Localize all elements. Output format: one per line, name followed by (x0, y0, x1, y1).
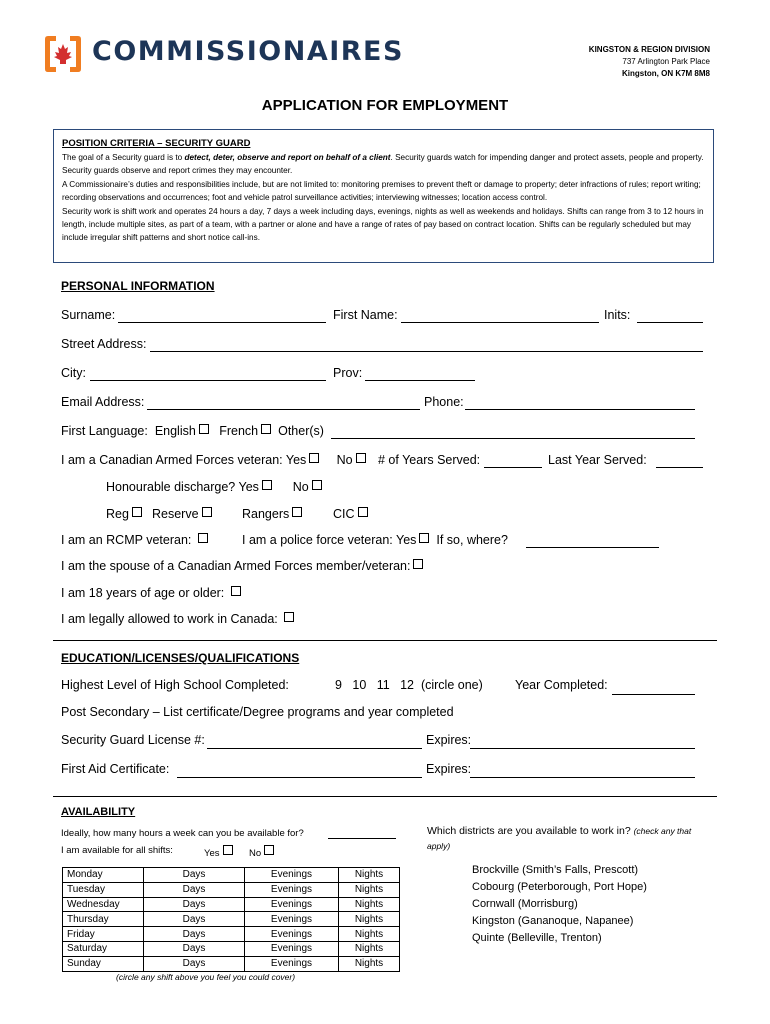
rcmp-row (61, 533, 208, 547)
legal-row (61, 612, 294, 626)
spouse-checkbox[interactable] (413, 559, 423, 569)
high-school-label: Highest Level of High School Completed: (61, 678, 289, 692)
all-shifts-yes (204, 845, 233, 859)
post-secondary-label: Post Secondary – List certificate/Degree programs and year completed (61, 705, 454, 719)
city-label: City: (61, 366, 86, 380)
honourable-yes-checkbox[interactable] (262, 480, 272, 490)
cic-label: CIC (333, 507, 355, 521)
age-label: I am 18 years of age or older: (61, 586, 225, 600)
first-aid-field[interactable] (177, 777, 422, 778)
shift-row (63, 868, 400, 883)
first-language-row (61, 424, 324, 438)
shift-row (63, 941, 400, 956)
reg-label: Reg (106, 507, 129, 521)
age-row (61, 586, 241, 600)
day-cell: Monday (63, 868, 144, 883)
shift-row (63, 882, 400, 897)
email-field[interactable] (147, 409, 420, 410)
first-name-label: First Name: (333, 308, 398, 322)
personal-heading: PERSONAL INFORMATION (61, 279, 215, 293)
division-city: Kingston, ON K7M 8M8 (621, 69, 710, 78)
reserve-option (152, 507, 212, 521)
shift-days-cell[interactable]: Days (144, 897, 245, 912)
all-shifts-yes-checkbox[interactable] (223, 845, 233, 855)
caf-no-checkbox[interactable] (356, 453, 366, 463)
division-name: KINGSTON & REGION DIVISION (588, 45, 710, 54)
shift-nights-cell[interactable]: Nights (339, 941, 400, 956)
day-cell: Saturday (63, 941, 144, 956)
district-option[interactable]: Quinte (Belleville, Trenton) (472, 932, 602, 944)
day-cell: Thursday (63, 912, 144, 927)
all-shifts-no-label: No (249, 848, 262, 859)
all-shifts-label: I am available for all shifts: (61, 845, 173, 856)
shift-evenings-cell[interactable]: Evenings (245, 941, 339, 956)
shift-evenings-cell[interactable]: Evenings (245, 882, 339, 897)
shift-evenings-cell[interactable]: Evenings (245, 956, 339, 971)
street-label: Street Address: (61, 337, 147, 351)
caf-no-label: No (336, 453, 353, 467)
reserve-label: Reserve (152, 507, 199, 521)
hours-label: Ideally, how many hours a week can you be available for? (61, 828, 304, 839)
availability-heading: AVAILABILITY (61, 806, 136, 818)
division-address (589, 44, 710, 80)
all-shifts-yes-label: Yes (204, 848, 220, 859)
phone-label: Phone: (424, 395, 464, 409)
shift-row (63, 897, 400, 912)
division-street: 737 Arlington Park Place (622, 57, 710, 66)
org-name: COMMISSIONAIRES (92, 36, 404, 67)
years-served-field[interactable] (484, 467, 542, 468)
cic-checkbox[interactable] (358, 507, 368, 517)
first-language-label: First Language: (61, 424, 148, 438)
circle-note: (circle any shift above you feel you could cover) (116, 972, 296, 982)
day-cell: Friday (63, 927, 144, 942)
shift-nights-cell[interactable]: Nights (339, 897, 400, 912)
email-label: Email Address: (61, 395, 145, 409)
license-expires-field[interactable] (470, 748, 695, 749)
rangers-option (242, 507, 302, 521)
shift-nights-cell[interactable]: Nights (339, 882, 400, 897)
districts-note: (check any that apply) (427, 826, 692, 851)
shift-evenings-cell[interactable]: Evenings (245, 868, 339, 883)
honourable-label: Honourable discharge? Yes (106, 480, 259, 494)
french-checkbox[interactable] (261, 424, 271, 434)
age-checkbox[interactable] (231, 586, 241, 596)
district-option[interactable]: Brockville (Smith’s Falls, Prescott) (472, 864, 639, 876)
year-completed-field[interactable] (612, 694, 695, 695)
district-option[interactable]: Kingston (Gananoque, Napanee) (472, 915, 634, 927)
honourable-row (106, 480, 322, 494)
honourable-no-label: No (292, 480, 309, 494)
legal-checkbox[interactable] (284, 612, 294, 622)
reg-option (106, 507, 142, 521)
caf-veteran-row (61, 453, 366, 467)
rangers-label: Rangers (242, 507, 290, 521)
criteria-p1-emphasis: detect, deter, observe and report on behalf of a client (184, 153, 391, 162)
districts-question-label: Which districts are you available to work in? (427, 825, 631, 837)
position-criteria-box (53, 129, 714, 263)
shift-days-cell[interactable]: Days (144, 941, 245, 956)
shift-days-cell[interactable]: Days (144, 912, 245, 927)
surname-field[interactable] (118, 322, 326, 323)
spouse-row (61, 559, 423, 573)
rcmp-checkbox[interactable] (198, 533, 208, 543)
hours-field[interactable] (328, 838, 396, 839)
reg-checkbox[interactable] (132, 507, 142, 517)
district-option[interactable]: Cornwall (Morrisburg) (472, 898, 578, 910)
rangers-checkbox[interactable] (292, 507, 302, 517)
prov-field[interactable] (365, 380, 475, 381)
shift-days-cell[interactable]: Days (144, 927, 245, 942)
criteria-paragraph-1 (62, 151, 705, 178)
shift-nights-cell[interactable]: Nights (339, 868, 400, 883)
criteria-heading: POSITION CRITERIA – SECURITY GUARD (62, 138, 251, 149)
all-shifts-no (249, 845, 274, 859)
surname-label: Surname: (61, 308, 116, 322)
reserve-checkbox[interactable] (202, 507, 212, 517)
districts-question (427, 824, 697, 854)
shift-evenings-cell[interactable]: Evenings (245, 897, 339, 912)
if-so-label: If so, where? (436, 533, 508, 547)
criteria-paragraph-3: Security work is shift work and operates 24 hours a day, 7 days a week including days, evenings, nights as well as weekends and holidays. Shifts can range from 3 to 12 hours in length, include multiple sites, as part of a team, with a partner or alone and have a range of rates of pay based on contract location. Shifts can be regularly scheduled but may include irregular shift patterns and short notice call-ins. (62, 206, 704, 243)
criteria-p1-text-end: . Security guards watch for impending danger and protect assets, people and property. Security guards observe and report crimes they may encounter. (62, 153, 704, 176)
shift-nights-cell[interactable]: Nights (339, 956, 400, 971)
education-heading: EDUCATION/LICENSES/QUALIFICATIONS (61, 651, 300, 665)
first-aid-expires-field[interactable] (470, 777, 695, 778)
city-field[interactable] (90, 380, 326, 381)
day-cell: Sunday (63, 956, 144, 971)
inits-field[interactable] (637, 322, 703, 323)
french-label: French (219, 424, 259, 438)
legal-label: I am legally allowed to work in Canada: (61, 612, 278, 626)
police-row (242, 533, 508, 547)
shift-days-cell[interactable]: Days (144, 868, 245, 883)
day-cell: Tuesday (63, 882, 144, 897)
last-year-field[interactable] (656, 467, 703, 468)
shift-days-cell[interactable]: Days (144, 956, 245, 971)
license-label: Security Guard License #: (61, 733, 205, 747)
shift-days-cell[interactable]: Days (144, 882, 245, 897)
section-divider (53, 640, 717, 641)
shift-evenings-cell[interactable]: Evenings (245, 927, 339, 942)
shift-nights-cell[interactable]: Nights (339, 927, 400, 942)
criteria-p1-text: The goal of a Security guard is to (62, 153, 185, 162)
shift-row (63, 912, 400, 927)
license-expires-label: Expires: (426, 733, 472, 747)
police-where-field[interactable] (526, 547, 659, 548)
inits-label: Inits: (604, 308, 631, 322)
years-served-label: # of Years Served: (378, 453, 481, 467)
spouse-label: I am the spouse of a Canadian Armed Forces member/veteran: (61, 559, 411, 573)
police-label: I am a police force veteran: Yes (242, 533, 417, 547)
first-name-field[interactable] (401, 322, 599, 323)
day-cell: Wednesday (63, 897, 144, 912)
caf-yes-checkbox[interactable] (309, 453, 319, 463)
cic-option (333, 507, 368, 521)
grades-options[interactable]: 9 10 11 12 (circle one) (335, 678, 483, 692)
first-aid-expires-label: Expires: (426, 762, 472, 776)
shift-evenings-cell[interactable]: Evenings (245, 912, 339, 927)
page-title: APPLICATION FOR EMPLOYMENT (261, 97, 509, 114)
first-aid-label: First Aid Certificate: (61, 762, 170, 776)
criteria-paragraph-2: A Commissionaire’s duties and responsibilities include, but are not limited to: monitoring premises to prevent theft or damage to property; deter infractions of rules; report writing; recording observations and occurrences; foot and vehicle patrol surveillance activities; interviewing witnesses; location access control. (62, 179, 701, 203)
street-field[interactable] (150, 351, 703, 352)
other-languages-field[interactable] (331, 438, 695, 439)
shift-row (63, 956, 400, 971)
english-label: English (154, 424, 196, 438)
shift-row (63, 927, 400, 942)
license-field[interactable] (207, 748, 422, 749)
shift-nights-cell[interactable]: Nights (339, 912, 400, 927)
police-checkbox[interactable] (419, 533, 429, 543)
logo-icon (44, 34, 82, 74)
others-label: Other(s) (278, 424, 324, 438)
rcmp-label: I am an RCMP veteran: (61, 533, 192, 547)
english-checkbox[interactable] (199, 424, 209, 434)
caf-veteran-label: I am a Canadian Armed Forces veteran: Yes (61, 453, 307, 467)
phone-field[interactable] (465, 409, 695, 410)
year-completed-label: Year Completed: (515, 678, 608, 692)
district-option[interactable]: Cobourg (Peterborough, Port Hope) (472, 881, 647, 893)
prov-label: Prov: (333, 366, 363, 380)
districts-list (472, 862, 647, 947)
honourable-no-checkbox[interactable] (312, 480, 322, 490)
all-shifts-no-checkbox[interactable] (264, 845, 274, 855)
section-divider (53, 796, 717, 797)
shift-availability-table (62, 867, 400, 972)
last-year-label: Last Year Served: (548, 453, 647, 467)
